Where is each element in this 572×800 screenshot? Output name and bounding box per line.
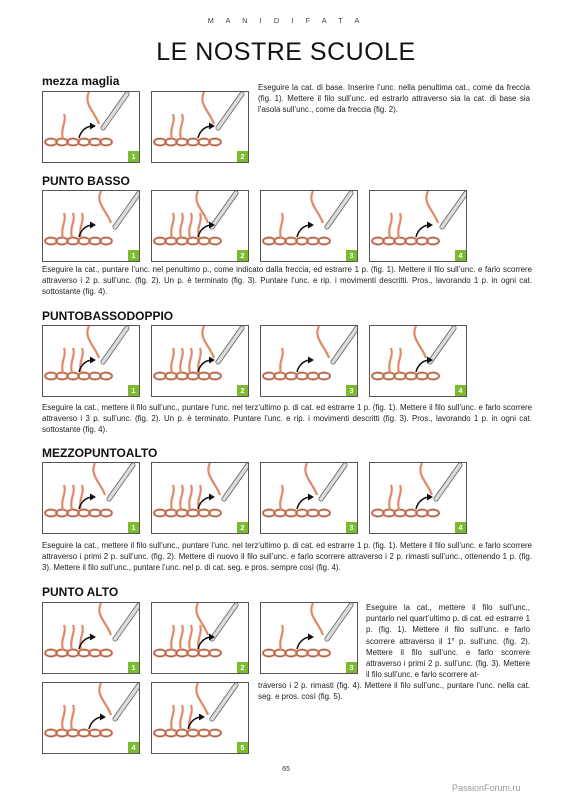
section-heading-punto-alto: PUNTO ALTO — [42, 585, 119, 599]
figure-number: 3 — [346, 522, 357, 533]
section-text-punto-alto-part2: traverso i 2 p. rimasti (fig. 4). Mettere il filo sull’unc., puntare l’unc. nella cat. seg. e pros. così (fig. 5). — [258, 681, 530, 702]
figure-number: 2 — [237, 522, 248, 533]
figure-mezza-maglia-2 — [151, 91, 249, 163]
section-text-mezzopuntoalto: Eseguire la cat., mettere il filo sull’unc., puntare l’unc. nel terz’ultimo p. di cat. ed estrarre 1 p. (fig. 1). Mettere il filo sull’unc. e farlo scorrere attraverso i primi 2 p. sull’unc. (fig. 2). Mettere di nuovo il filo sull’unc. e farlo scorrere attraverso i 2 p. rimasti sull’unc., ottenendo 1 p. (fig. 3). Mettere il filo sull’unc., puntare l’unc. nel p. di cat. seg. e pros. sempre così (fig. 4). — [42, 541, 532, 573]
figure-number: 4 — [455, 522, 466, 533]
figure-number: 1 — [128, 151, 139, 162]
figure-punto-alto-1 — [42, 602, 140, 674]
figure-punto-alto-4 — [42, 682, 140, 754]
magazine-header: M A N I D I F A T A — [207, 16, 365, 25]
figure-number: 1 — [128, 662, 139, 673]
figure-number: 4 — [455, 385, 466, 396]
figure-mezzopuntoalto-4 — [369, 462, 467, 534]
figure-number: 1 — [128, 385, 139, 396]
figure-number: 4 — [128, 742, 139, 753]
section-text-punto-basso: Eseguire la cat., puntare l’unc. nel penultimo p., come indicato dalla freccia, ed estrarre 1 p. (fig. 1). Mettere il filo sull’unc. e farlo scorrere attraverso i 2 p. sull’unc. (fig. 2). Un p. è terminato (fig. 3). Puntare l’unc. e rip. i movimenti descritti. Pros., lavorando 1 p. in ogni cat. sottostante (fig. 4). — [42, 265, 532, 297]
crochet-illustration — [152, 683, 248, 753]
figure-mezzopuntoalto-2 — [151, 462, 249, 534]
figure-punto-basso-2 — [151, 190, 249, 262]
page-number: 65 — [282, 766, 290, 773]
figure-mezzopuntoalto-3 — [260, 462, 358, 534]
figure-number: 1 — [128, 522, 139, 533]
crochet-illustration — [152, 191, 248, 261]
crochet-illustration — [261, 463, 357, 533]
figure-number: 3 — [346, 385, 357, 396]
crochet-illustration — [261, 326, 357, 396]
figure-number: 5 — [237, 742, 248, 753]
crochet-illustration — [261, 603, 357, 673]
figure-puntobassodoppio-2 — [151, 325, 249, 397]
figure-number: 3 — [346, 250, 357, 261]
crochet-illustration — [370, 463, 466, 533]
section-heading-puntobassodoppio: PUNTOBASSODOPPIO — [42, 309, 174, 323]
crochet-illustration — [370, 191, 466, 261]
crochet-illustration — [43, 92, 139, 162]
figure-number: 2 — [237, 385, 248, 396]
crochet-illustration — [152, 326, 248, 396]
watermark: PassionForum.ru — [452, 783, 521, 793]
figure-mezza-maglia-1 — [42, 91, 140, 163]
section-heading-punto-basso: PUNTO BASSO — [42, 174, 130, 188]
figure-number: 1 — [128, 250, 139, 261]
figure-punto-alto-3 — [260, 602, 358, 674]
section-heading-mezza-maglia: mezza maglia — [42, 74, 120, 88]
crochet-illustration — [43, 463, 139, 533]
crochet-illustration — [152, 92, 248, 162]
crochet-illustration — [152, 463, 248, 533]
section-text-punto-alto-part1: Eseguire la cat., mettere il filo sull’unc., puntarlo nel quart’ultimo p. di cat. ed estrarre 1 p. (fig. 1). Mettere il filo sull’unc. e farlo scorrere attraverso il 1° p. sull’unc. (fig. 2). Mettere il filo sull’unc. e farlo scorrere attraverso i primi 2 p. sull’unc. (fig. 3). Mettere il filo sull’unc. e farlo scorrere at- — [366, 603, 530, 680]
figure-puntobassodoppio-4 — [369, 325, 467, 397]
figure-number: 2 — [237, 151, 248, 162]
crochet-illustration — [43, 683, 139, 753]
section-text-puntobassodoppio: Eseguire la cat., mettere il filo sull’unc., puntare l’unc. nel terz’ultimo p. di cat. ed estrarre 1 p. (fig. 1). Mettere il filo sull’unc. e farlo scorrere attraverso i 3 p. sull’unc. (fig. 2). Un p. è terminato. Puntare l’unc. e rip. i movimenti descritti (fig. 3). Pros., lavorando 1 p. in ogni cat. sottostante (fig. 4). — [42, 403, 532, 435]
figure-puntobassodoppio-1 — [42, 325, 140, 397]
crochet-illustration — [152, 603, 248, 673]
figure-punto-basso-3 — [260, 190, 358, 262]
crochet-illustration — [43, 191, 139, 261]
figure-punto-basso-4 — [369, 190, 467, 262]
crochet-illustration — [43, 603, 139, 673]
crochet-illustration — [370, 326, 466, 396]
figure-punto-basso-1 — [42, 190, 140, 262]
crochet-illustration — [261, 191, 357, 261]
section-heading-mezzopuntoalto: MEZZOPUNTOALTO — [42, 446, 158, 460]
figure-number: 2 — [237, 250, 248, 261]
figure-punto-alto-5 — [151, 682, 249, 754]
figure-punto-alto-2 — [151, 602, 249, 674]
figure-number: 2 — [237, 662, 248, 673]
figure-number: 4 — [455, 250, 466, 261]
figure-number: 3 — [346, 662, 357, 673]
page-title: LE NOSTRE SCUOLE — [156, 38, 416, 66]
section-text-mezza-maglia: Eseguire la cat. di base. Inserire l’unc. nella penultima cat., come da freccia (fig. 1). Mettere il filo sull’unc. ed estrarlo attraverso sia la cat. di base sia l’asola sull’unc., come da freccia (fig. 2). — [258, 83, 530, 115]
crochet-illustration — [43, 326, 139, 396]
figure-puntobassodoppio-3 — [260, 325, 358, 397]
figure-mezzopuntoalto-1 — [42, 462, 140, 534]
